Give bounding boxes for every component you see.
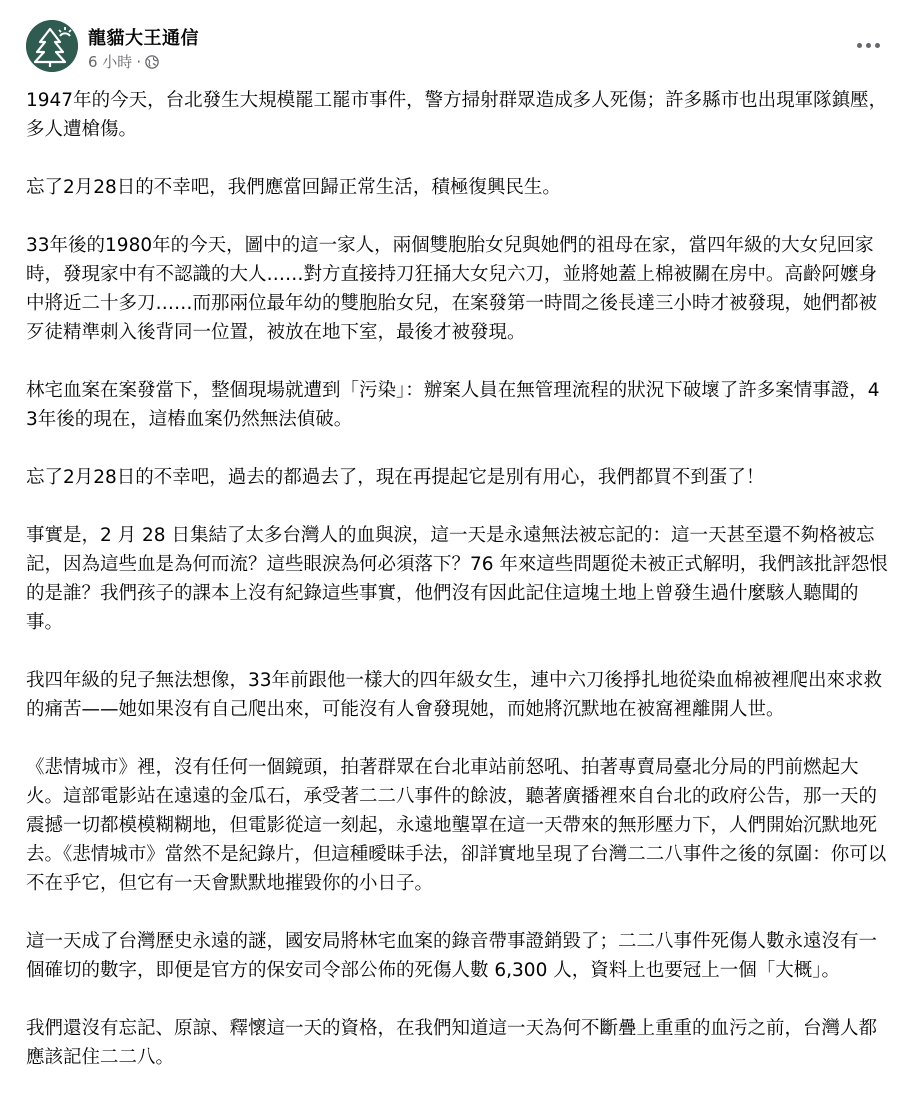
page-avatar[interactable] (26, 20, 78, 72)
post-paragraph: 我四年級的兒子無法想像，33年前跟他一樣大的四年級女生，連中六刀後掙扎地從染血棉被裡爬出來求救的痛苦——她如果沒有自己爬出來，可能沒有人會發現她，而她將沉默地在被窩裡離開人世。 (26, 670, 883, 720)
post-paragraph: 這一天成了台灣歷史永遠的謎，國安局將林宅血案的錄音帶事證銷毀了；二二八事件死傷人數永遠沒有一個確切的數字，即便是官方的保安司令部公佈的死傷人數 6,300 人，資料上也要冠上一個「大概」。 (26, 931, 878, 981)
globe-icon[interactable] (145, 55, 159, 69)
post-paragraph: 33年後的1980年的今天，圖中的這一家人，兩個雙胞胎女兒與她們的祖母在家，當四年級的大女兒回家時，發現家中有不認識的大人……對方直接持刀狂捅大女兒六刀，並將她蓋上棉被關在房中。高齡阿嬤身中將近二十多刀……而那兩位最年幼的雙胞胎女兒，在案發第一時間之後長達三小時才被發現，她們都被歹徒精準刺入後背同一位置，被放在地下室，最後才被發現。 (26, 235, 878, 343)
post-paragraph: 《悲情城市》裡，沒有任何一個鏡頭，拍著群眾在台北車站前怒吼、拍著專賣局臺北分局的門前燃起大火。這部電影站在遠遠的金瓜石，承受著二二八事件的餘波，聽著廣播裡來自台北的政府公告，那一天的震撼一切都模模糊糊地，但電影從這一刻起，永遠地壟罩在這一天帶來的無形壓力下，人們開始沉默地死去。《悲情城市》當然不是紀錄片，但這種曖昧手法，卻詳實地呈現了台灣二二八事件之後的氛圍：你可以不在乎它，但它有一天會默默地摧毀你的小日子。 (26, 757, 887, 894)
page-name-link[interactable]: 龍貓大王通信 (88, 28, 199, 49)
tree-logo-icon (26, 20, 78, 72)
post-paragraph: 忘了2月28日的不幸吧，過去的都過去了，現在再提起它是別有用心，我們都買不到蛋了！ (26, 467, 765, 488)
post-body (26, 86, 888, 1101)
post-paragraph: 事實是，2 月 28 日集結了太多台灣人的血與淚，這一天是永遠無法被忘記的：這一天甚至還不夠格被忘記，因為這些血是為何而流？這些眼淚為何必須落下？76 年來這些問題從未被正式解明，我們該批評怨恨的是誰？我們孩子的課本上沒有紀錄這些事實，他們沒有因此記住這塊土地上曾發生過什麼駭人聽聞的事。 (26, 525, 888, 633)
more-options-icon[interactable] (850, 30, 886, 60)
post-paragraph: 1947年的今天，台北發生大規模罷工罷市事件，警方掃射群眾造成多人死傷；許多縣市也出現軍隊鎮壓，多人遭槍傷。 (26, 90, 888, 140)
meta-separator: · (136, 52, 142, 71)
post-meta (88, 51, 159, 72)
post-paragraph: 林宅血案在案發當下，整個現場就遭到「污染」：辦案人員在無管理流程的狀況下破壞了許多案情事證，43年後的現在，這樁血案仍然無法偵破。 (26, 380, 880, 430)
post-timestamp[interactable]: 6 小時 (88, 53, 133, 71)
post-header (26, 20, 890, 76)
post-paragraph: 忘了2月28日的不幸吧，我們應當回歸正常生活，積極復興民生。 (26, 177, 561, 198)
post-paragraph: 我們還沒有忘記、原諒、釋懷這一天的資格，在我們知道這一天為何不斷疊上重重的血污之前，台灣人都應該記住二二八。 (26, 1018, 878, 1068)
